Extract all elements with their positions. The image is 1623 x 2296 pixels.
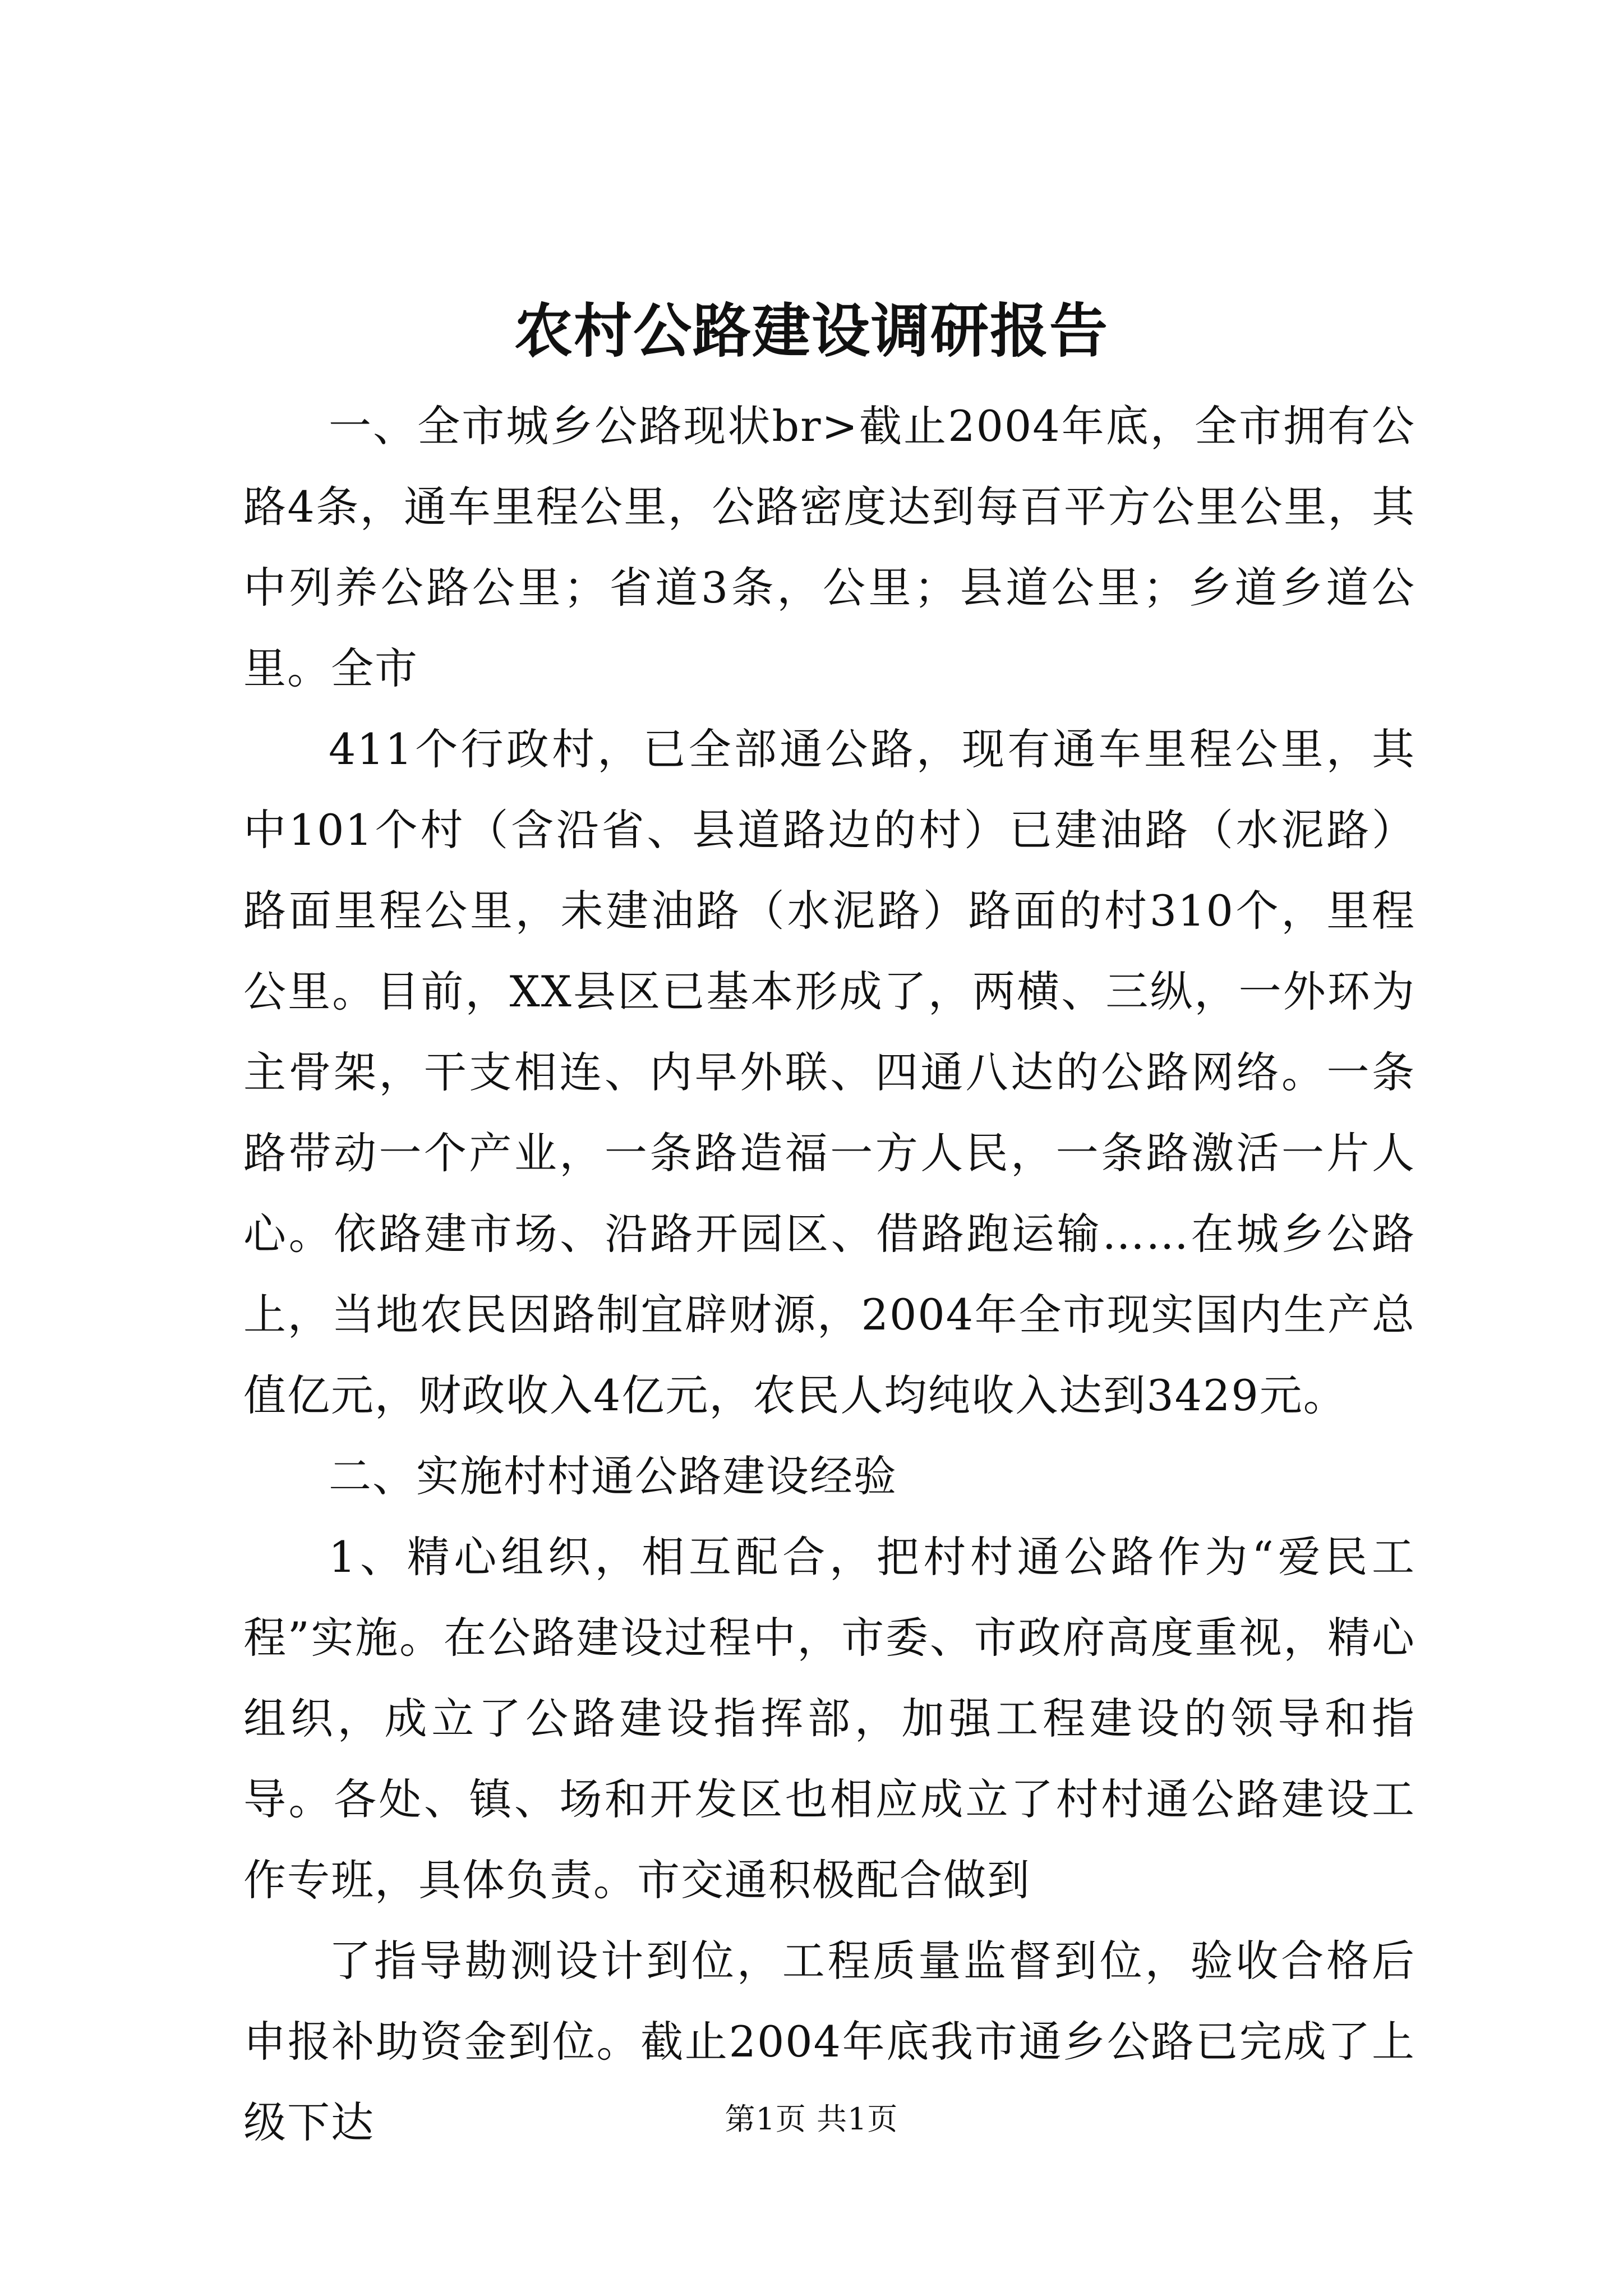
document-title: 农村公路建设调研报告	[514, 296, 1109, 365]
paragraph-3: 1、精心组织，相互配合，把村村通公路作为“爱民工程”实施。在公路建设过程中，市委、市政府高度重视，精心组织，成立了公路建设指挥部，加强工程建设的领导和指导。各处、镇、场和开发区也相应成立了村村通公路建设工作专班，具体负责。市交通积极配合做到	[243, 1532, 1415, 1905]
paragraph-1: 一、全市城乡公路现状br>截止2004年底，全市拥有公路4条，通车里程公里，公路密度达到每百平方公里公里，其中列养公路公里；省道3条，公里；县道公里；乡道乡道公里。全市	[243, 401, 1415, 693]
paragraph-2: 411个行政村，已全部通公路，现有通车里程公里，其中101个村（含沿省、县道路边的村）已建油路（水泥路）路面里程公里，未建油路（水泥路）路面的村310个，里程公里。目前，XX县区已基本形成了，两横、三纵，一外环为主骨架，干支相连、内早外联、四通八达的公路网络。一条路带动一个产业，一条路造福一方人民，一条路激活一片人心。依路建市场、沿路开园区、借路跑运输……在城乡公路上，当地农民因路制宜辟财源，2004年全市现实国内生产总值亿元，财政收入4亿元，农民人均纯收入达到3429元。	[243, 724, 1415, 1420]
section-heading-2: 二、实施村村通公路建设经验	[329, 1451, 897, 1501]
document-body	[243, 386, 1415, 2163]
page-footer: 第1页 共1页	[725, 2101, 898, 2137]
paragraph-4: 了指导勘测设计到位，工程质量监督到位，验收合格后申报补助资金到位。截止2004年底我市通乡公路已完成了上级下达	[243, 1936, 1415, 2147]
